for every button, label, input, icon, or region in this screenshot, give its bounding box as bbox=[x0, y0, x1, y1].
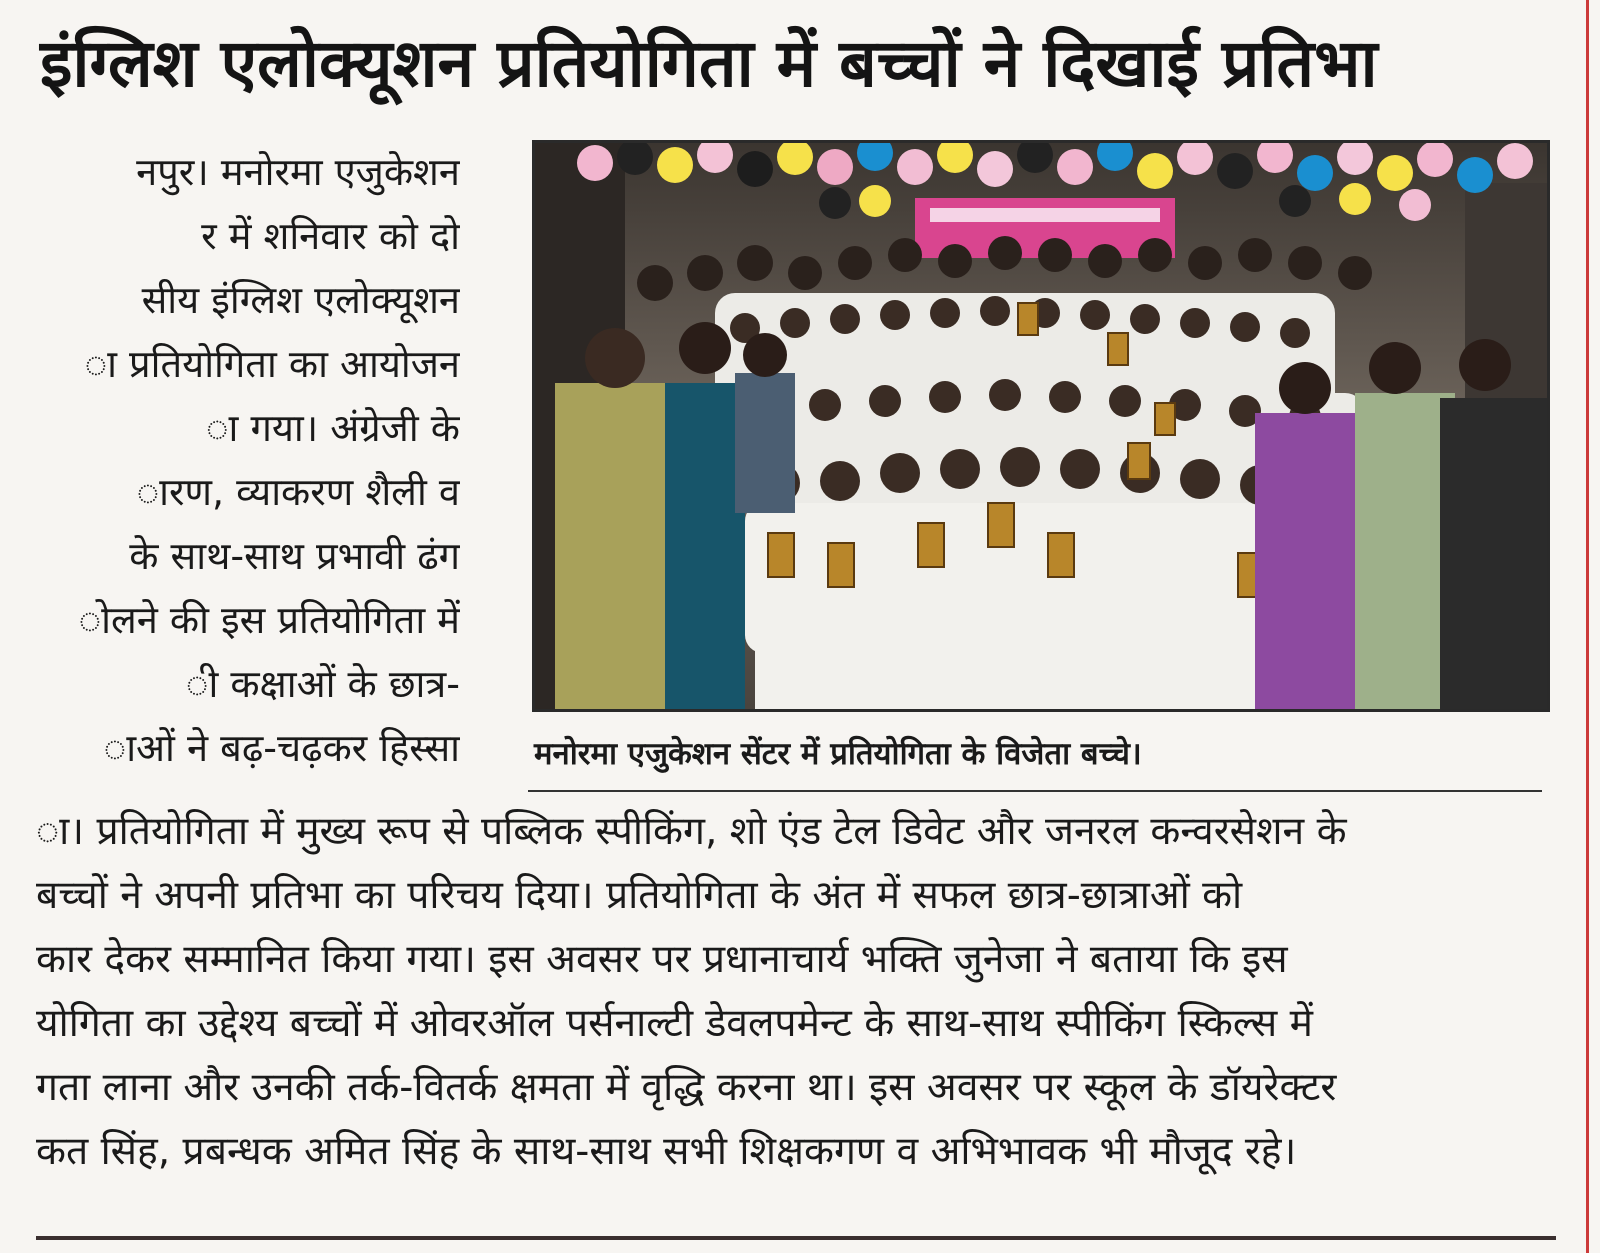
left-line: नपुर। मनोरमा एजुकेशन bbox=[136, 150, 460, 194]
left-line: र में शनिवार को दो bbox=[201, 214, 460, 258]
left-line: सीय इंग्लिश एलोक्यूशन bbox=[141, 278, 460, 322]
left-line: ी कक्षाओं के छात्र- bbox=[185, 662, 460, 706]
left-line: ोलने की इस प्रतियोगिता में bbox=[78, 598, 460, 642]
body-line: कत सिंह, प्रबन्धक अमित सिंह के साथ-साथ सभी शिक्षकगण व अभिभावक भी मौजूद रहे। bbox=[36, 1129, 1297, 1174]
left-line: ा प्रतियोगिता का आयोजन bbox=[84, 342, 460, 386]
body-line: कार देकर सम्मानित किया गया। इस अवसर पर प्रधानाचार्य भक्ति जुनेजा ने बताया कि इस bbox=[36, 937, 1288, 982]
photo-caption: मनोरमा एजुकेशन सेंटर में प्रतियोगिता के विजेता बच्चे। bbox=[534, 736, 1142, 772]
body-line: ा। प्रतियोगिता में मुख्य रूप से पब्लिक स्पीकिंग, शो एंड टेल डिवेट और जनरल कन्वरसेशन के bbox=[36, 809, 1347, 854]
body-line: गता लाना और उनकी तर्क-वितर्क क्षमता में वृद्धि करना था। इस अवसर पर स्कूल के डॉयरेक्टर bbox=[36, 1065, 1337, 1110]
page-edge bbox=[1586, 0, 1589, 1253]
bottom-divider bbox=[36, 1236, 1556, 1240]
left-line: ा गया। अंग्रेजी के bbox=[205, 406, 460, 450]
left-line: ारण, व्याकरण शैली व bbox=[136, 470, 460, 514]
headline: इंग्लिश एलोक्यूशन प्रतियोगिता में बच्चों ने दिखाई प्रतिभा bbox=[40, 25, 1378, 102]
body-line: योगिता का उद्देश्य बच्चों में ओवरऑल पर्सनाल्टी डेवलपमेन्ट के साथ-साथ स्पीकिंग स्किल्स में bbox=[36, 1001, 1313, 1046]
left-line: ाओं ने बढ़-चढ़कर हिस्सा bbox=[103, 726, 460, 770]
left-column-text bbox=[40, 140, 460, 780]
group-photo bbox=[532, 140, 1550, 712]
body-line: बच्चों ने अपनी प्रतिभा का परिचय दिया। प्रतियोगिता के अंत में सफल छात्र-छात्राओं को bbox=[36, 873, 1243, 918]
bottom-text bbox=[36, 800, 1546, 1200]
left-line: के साथ-साथ प्रभावी ढंग bbox=[129, 534, 460, 578]
caption-divider bbox=[528, 790, 1542, 792]
